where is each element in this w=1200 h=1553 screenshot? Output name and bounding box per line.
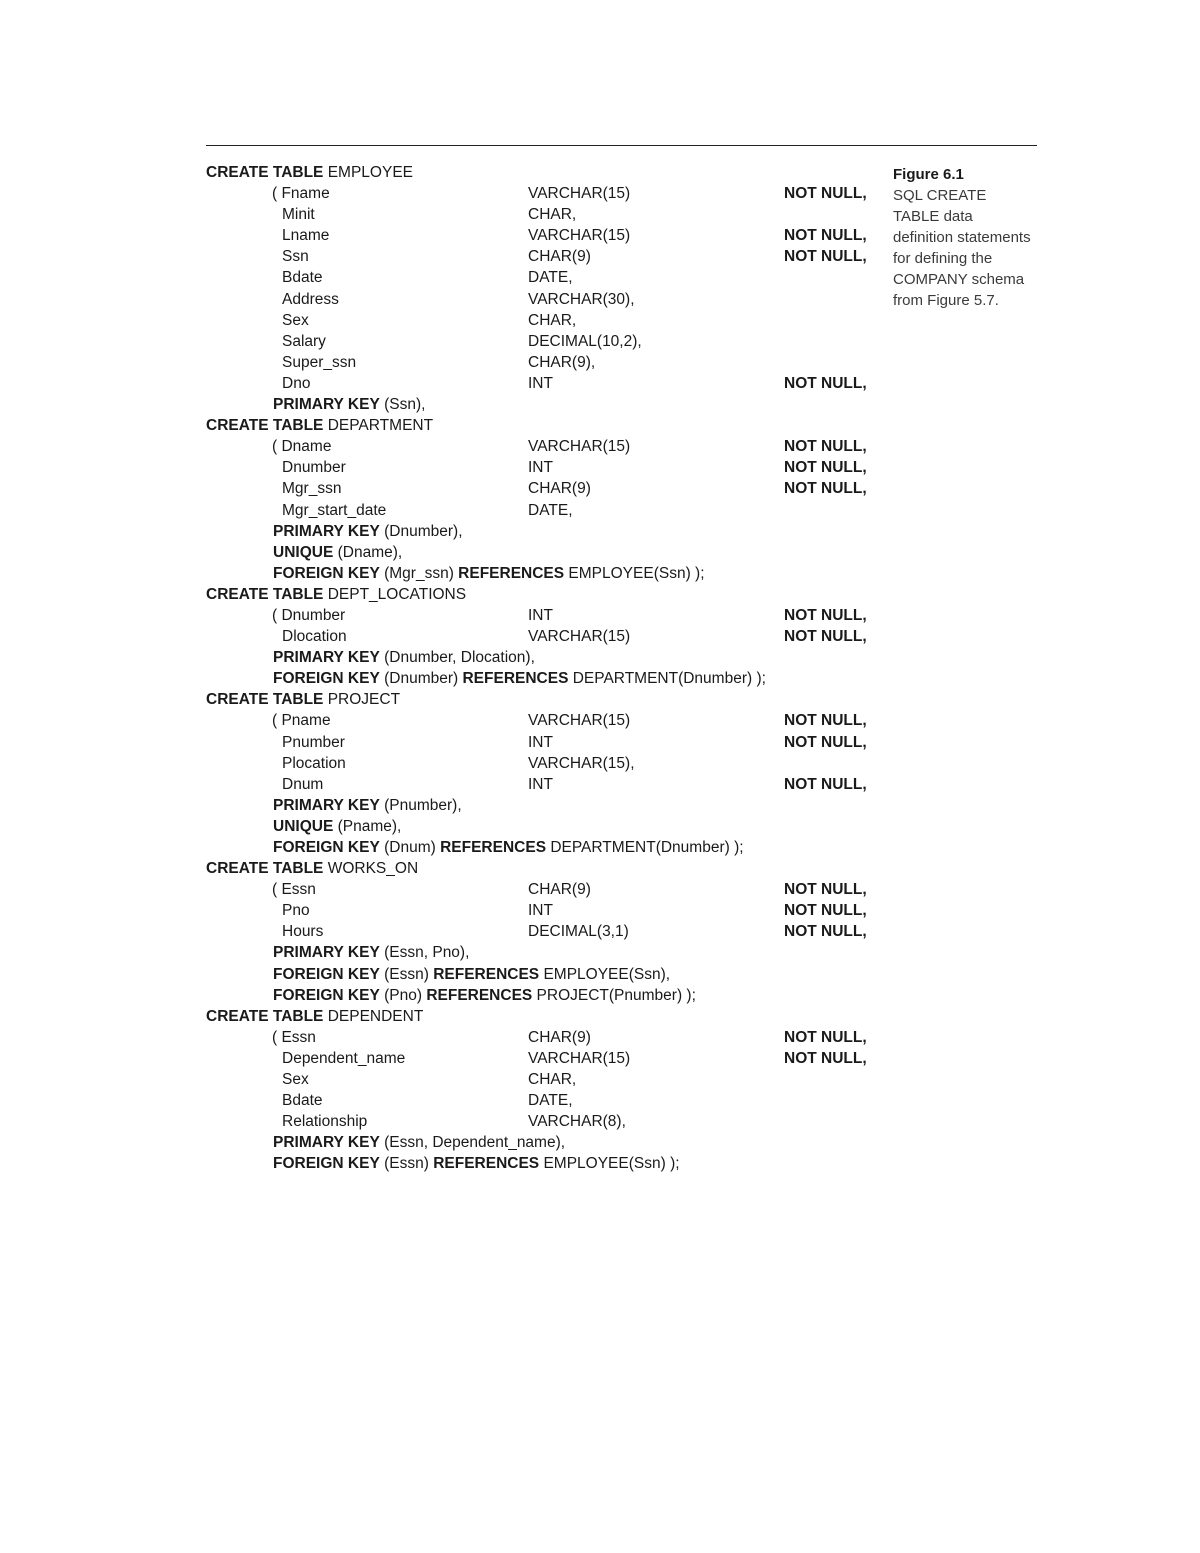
foreign-key-statement (273, 985, 696, 1006)
constraint-columns: (Essn, Pno), (379, 944, 470, 962)
create-table-line (0, 584, 880, 605)
constraint-clause (0, 1132, 880, 1153)
column-type: DATE, (528, 269, 573, 287)
sql-listing (0, 162, 880, 1175)
column-definition (0, 183, 880, 204)
column-type: VARCHAR(15), (528, 754, 635, 772)
column-constraint: NOT NULL, (784, 628, 867, 646)
column-name: Pno (282, 902, 310, 920)
constraint-columns: (Dnumber), (379, 522, 463, 540)
column-name: ( Essn (272, 1028, 316, 1046)
references-keyword: REFERENCES (426, 986, 533, 1004)
column-type: VARCHAR(8), (528, 1113, 626, 1131)
column-definition (0, 246, 880, 267)
create-table-keyword: CREATE TABLE (206, 1007, 324, 1025)
column-definition (0, 774, 880, 795)
foreign-key-columns: (Pno) (379, 986, 427, 1004)
column-name: Salary (282, 332, 326, 350)
references-keyword: REFERENCES (433, 1155, 540, 1173)
constraint-statement (273, 816, 401, 837)
referenced-table: DEPARTMENT(Dnumber) ); (568, 670, 766, 688)
column-name: Mgr_ssn (282, 480, 342, 498)
create-table-statement (206, 858, 418, 879)
caption-line: definition statements (893, 229, 1031, 246)
column-type: CHAR, (528, 206, 577, 224)
foreign-key-statement (273, 563, 705, 584)
column-type: VARCHAR(15) (528, 185, 631, 203)
constraint-statement (273, 394, 425, 415)
column-name: ( Dname (272, 438, 332, 456)
foreign-key-clause (0, 964, 880, 985)
foreign-key-columns: (Essn) (379, 965, 434, 983)
column-definition (0, 1069, 880, 1090)
column-constraint: NOT NULL, (784, 606, 867, 624)
column-type: INT (528, 606, 553, 624)
constraint-statement (273, 521, 463, 542)
column-constraint: NOT NULL, (784, 227, 867, 245)
column-type: INT (528, 775, 553, 793)
table-name: DEPARTMENT (323, 417, 434, 435)
column-name: Dnumber (282, 459, 346, 477)
caption-line: from Figure 5.7. (893, 292, 999, 309)
column-type: DATE, (528, 501, 573, 519)
create-table-keyword: CREATE TABLE (206, 417, 324, 435)
figure-caption (893, 164, 1043, 311)
column-definition (0, 373, 880, 394)
column-type: CHAR(9) (528, 881, 591, 899)
constraint-keyword: PRIMARY KEY (273, 944, 380, 962)
constraint-clause (0, 394, 880, 415)
column-name: ( Essn (272, 881, 316, 899)
constraint-columns: (Dname), (333, 543, 403, 561)
foreign-key-columns: (Mgr_ssn) (379, 564, 459, 582)
column-name: Sex (282, 311, 309, 329)
column-type: CHAR(9) (528, 248, 591, 266)
column-name: Bdate (282, 1092, 323, 1110)
column-type: INT (528, 459, 553, 477)
column-type: INT (528, 902, 553, 920)
column-type: VARCHAR(30), (528, 290, 635, 308)
column-definition (0, 267, 880, 288)
column-definition (0, 289, 880, 310)
column-name: Lname (282, 227, 330, 245)
column-definition (0, 626, 880, 647)
column-name: Ssn (282, 248, 309, 266)
constraint-columns: (Dnumber, Dlocation), (379, 649, 535, 667)
column-type: DATE, (528, 1092, 573, 1110)
foreign-key-clause (0, 985, 880, 1006)
references-keyword: REFERENCES (458, 564, 565, 582)
foreign-key-statement (273, 964, 670, 985)
create-table-line (0, 689, 880, 710)
column-constraint: NOT NULL, (784, 881, 867, 899)
column-constraint: NOT NULL, (784, 438, 867, 456)
constraint-statement (273, 942, 469, 963)
column-definition (0, 1111, 880, 1132)
column-constraint: NOT NULL, (784, 923, 867, 941)
foreign-key-keyword: FOREIGN KEY (273, 564, 380, 582)
foreign-key-clause (0, 837, 880, 858)
table-name: EMPLOYEE (323, 164, 413, 181)
create-table-keyword: CREATE TABLE (206, 585, 324, 603)
foreign-key-keyword: FOREIGN KEY (273, 1155, 380, 1173)
foreign-key-clause (0, 668, 880, 689)
create-table-line (0, 1006, 880, 1027)
column-definition (0, 921, 880, 942)
column-type: VARCHAR(15) (528, 1049, 631, 1067)
references-keyword: REFERENCES (433, 965, 540, 983)
column-definition (0, 1027, 880, 1048)
table-name: WORKS_ON (323, 860, 419, 878)
column-constraint: NOT NULL, (784, 1049, 867, 1067)
column-name: Pnumber (282, 733, 345, 751)
constraint-columns: (Pname), (333, 817, 402, 835)
figure-title: Figure 6.1 (893, 166, 964, 183)
create-table-line (0, 415, 880, 436)
constraint-columns: (Pnumber), (379, 796, 462, 814)
constraint-statement (273, 542, 402, 563)
create-table-statement (206, 415, 433, 436)
create-table-line (0, 858, 880, 879)
create-table-statement (206, 1006, 423, 1027)
caption-line: for defining the (893, 250, 993, 267)
column-name: ( Fname (272, 185, 330, 203)
constraint-keyword: PRIMARY KEY (273, 396, 380, 414)
constraint-keyword: PRIMARY KEY (273, 649, 380, 667)
column-definition (0, 352, 880, 373)
column-constraint: NOT NULL, (784, 480, 867, 498)
foreign-key-keyword: FOREIGN KEY (273, 965, 380, 983)
constraint-clause (0, 795, 880, 816)
column-constraint: NOT NULL, (784, 902, 867, 920)
column-name: ( Pname (272, 712, 331, 730)
column-name: Address (282, 290, 339, 308)
column-type: VARCHAR(15) (528, 438, 631, 456)
constraint-clause (0, 816, 880, 837)
references-keyword: REFERENCES (462, 670, 569, 688)
column-type: INT (528, 374, 553, 392)
column-type: VARCHAR(15) (528, 712, 631, 730)
column-definition (0, 331, 880, 352)
constraint-clause (0, 542, 880, 563)
column-type: VARCHAR(15) (528, 227, 631, 245)
create-table-keyword: CREATE TABLE (206, 860, 324, 878)
constraint-statement (273, 795, 462, 816)
foreign-key-clause (0, 563, 880, 584)
column-constraint: NOT NULL, (784, 775, 867, 793)
table-name: DEPT_LOCATIONS (323, 585, 467, 603)
column-constraint: NOT NULL, (784, 459, 867, 477)
constraint-clause (0, 647, 880, 668)
constraint-columns: (Essn, Dependent_name), (379, 1134, 566, 1152)
column-name: Relationship (282, 1113, 368, 1131)
create-table-statement (206, 689, 400, 710)
column-name: Super_ssn (282, 353, 357, 371)
foreign-key-clause (0, 1153, 880, 1174)
column-type: CHAR, (528, 1071, 577, 1089)
column-definition (0, 225, 880, 246)
column-definition (0, 753, 880, 774)
column-name: Dependent_name (282, 1049, 406, 1067)
column-definition (0, 605, 880, 626)
create-table-statement (206, 162, 413, 183)
referenced-table: DEPARTMENT(Dnumber) ); (546, 839, 744, 856)
column-type: CHAR(9) (528, 480, 591, 498)
constraint-statement (273, 647, 535, 668)
column-definition (0, 310, 880, 331)
column-definition (0, 710, 880, 731)
table-name: DEPENDENT (323, 1007, 424, 1025)
column-type: CHAR(9), (528, 353, 596, 371)
column-definition (0, 1048, 880, 1069)
constraint-keyword: UNIQUE (273, 543, 334, 561)
column-name: Dnum (282, 775, 324, 793)
caption-line: SQL CREATE (893, 187, 987, 204)
column-definition (0, 900, 880, 921)
referenced-table: EMPLOYEE(Ssn) ); (564, 564, 705, 582)
column-name: Sex (282, 1071, 309, 1089)
column-constraint: NOT NULL, (784, 733, 867, 751)
foreign-key-columns: (Dnumber) (379, 670, 463, 688)
foreign-key-keyword: FOREIGN KEY (273, 986, 380, 1004)
create-table-statement (206, 584, 466, 605)
column-type: DECIMAL(10,2), (528, 332, 642, 350)
table-name: PROJECT (323, 691, 401, 709)
referenced-table: PROJECT(Pnumber) ); (532, 986, 696, 1004)
references-keyword: REFERENCES (440, 839, 547, 856)
caption-line: TABLE data (893, 208, 973, 225)
foreign-key-columns: (Dnum) (379, 839, 441, 856)
column-name: Bdate (282, 269, 323, 287)
column-definition (0, 500, 880, 521)
column-constraint: NOT NULL, (784, 185, 867, 203)
constraint-keyword: UNIQUE (273, 817, 334, 835)
column-constraint: NOT NULL, (784, 1028, 867, 1046)
column-name: Dno (282, 374, 311, 392)
foreign-key-statement (273, 837, 744, 858)
column-definition (0, 732, 880, 753)
column-name: Minit (282, 206, 315, 224)
column-type: INT (528, 733, 553, 751)
column-definition (0, 457, 880, 478)
constraint-keyword: PRIMARY KEY (273, 796, 380, 814)
foreign-key-statement (273, 668, 766, 689)
column-type: CHAR(9) (528, 1028, 591, 1046)
constraint-clause (0, 521, 880, 542)
column-definition (0, 436, 880, 457)
column-name: Plocation (282, 754, 346, 772)
top-rule (206, 145, 1037, 146)
column-type: DECIMAL(3,1) (528, 923, 629, 941)
column-definition (0, 478, 880, 499)
column-type: CHAR, (528, 311, 577, 329)
column-name: Mgr_start_date (282, 501, 387, 519)
column-name: Dlocation (282, 628, 347, 646)
constraint-clause (0, 942, 880, 963)
foreign-key-keyword: FOREIGN KEY (273, 670, 380, 688)
column-constraint: NOT NULL, (784, 374, 867, 392)
create-table-line (0, 162, 880, 183)
referenced-table: EMPLOYEE(Ssn) ); (539, 1155, 680, 1173)
column-constraint: NOT NULL, (784, 248, 867, 266)
column-definition (0, 204, 880, 225)
column-definition (0, 879, 880, 900)
foreign-key-columns: (Essn) (379, 1155, 434, 1173)
constraint-columns: (Ssn), (379, 396, 426, 414)
foreign-key-keyword: FOREIGN KEY (273, 839, 380, 856)
column-constraint: NOT NULL, (784, 712, 867, 730)
column-name: Hours (282, 923, 324, 941)
create-table-keyword: CREATE TABLE (206, 164, 324, 181)
caption-line: COMPANY schema (893, 271, 1025, 288)
constraint-keyword: PRIMARY KEY (273, 522, 380, 540)
referenced-table: EMPLOYEE(Ssn), (539, 965, 671, 983)
column-type: VARCHAR(15) (528, 628, 631, 646)
foreign-key-statement (273, 1153, 680, 1174)
column-name: ( Dnumber (272, 606, 346, 624)
constraint-statement (273, 1132, 565, 1153)
column-definition (0, 1090, 880, 1111)
create-table-keyword: CREATE TABLE (206, 691, 324, 709)
constraint-keyword: PRIMARY KEY (273, 1134, 380, 1152)
